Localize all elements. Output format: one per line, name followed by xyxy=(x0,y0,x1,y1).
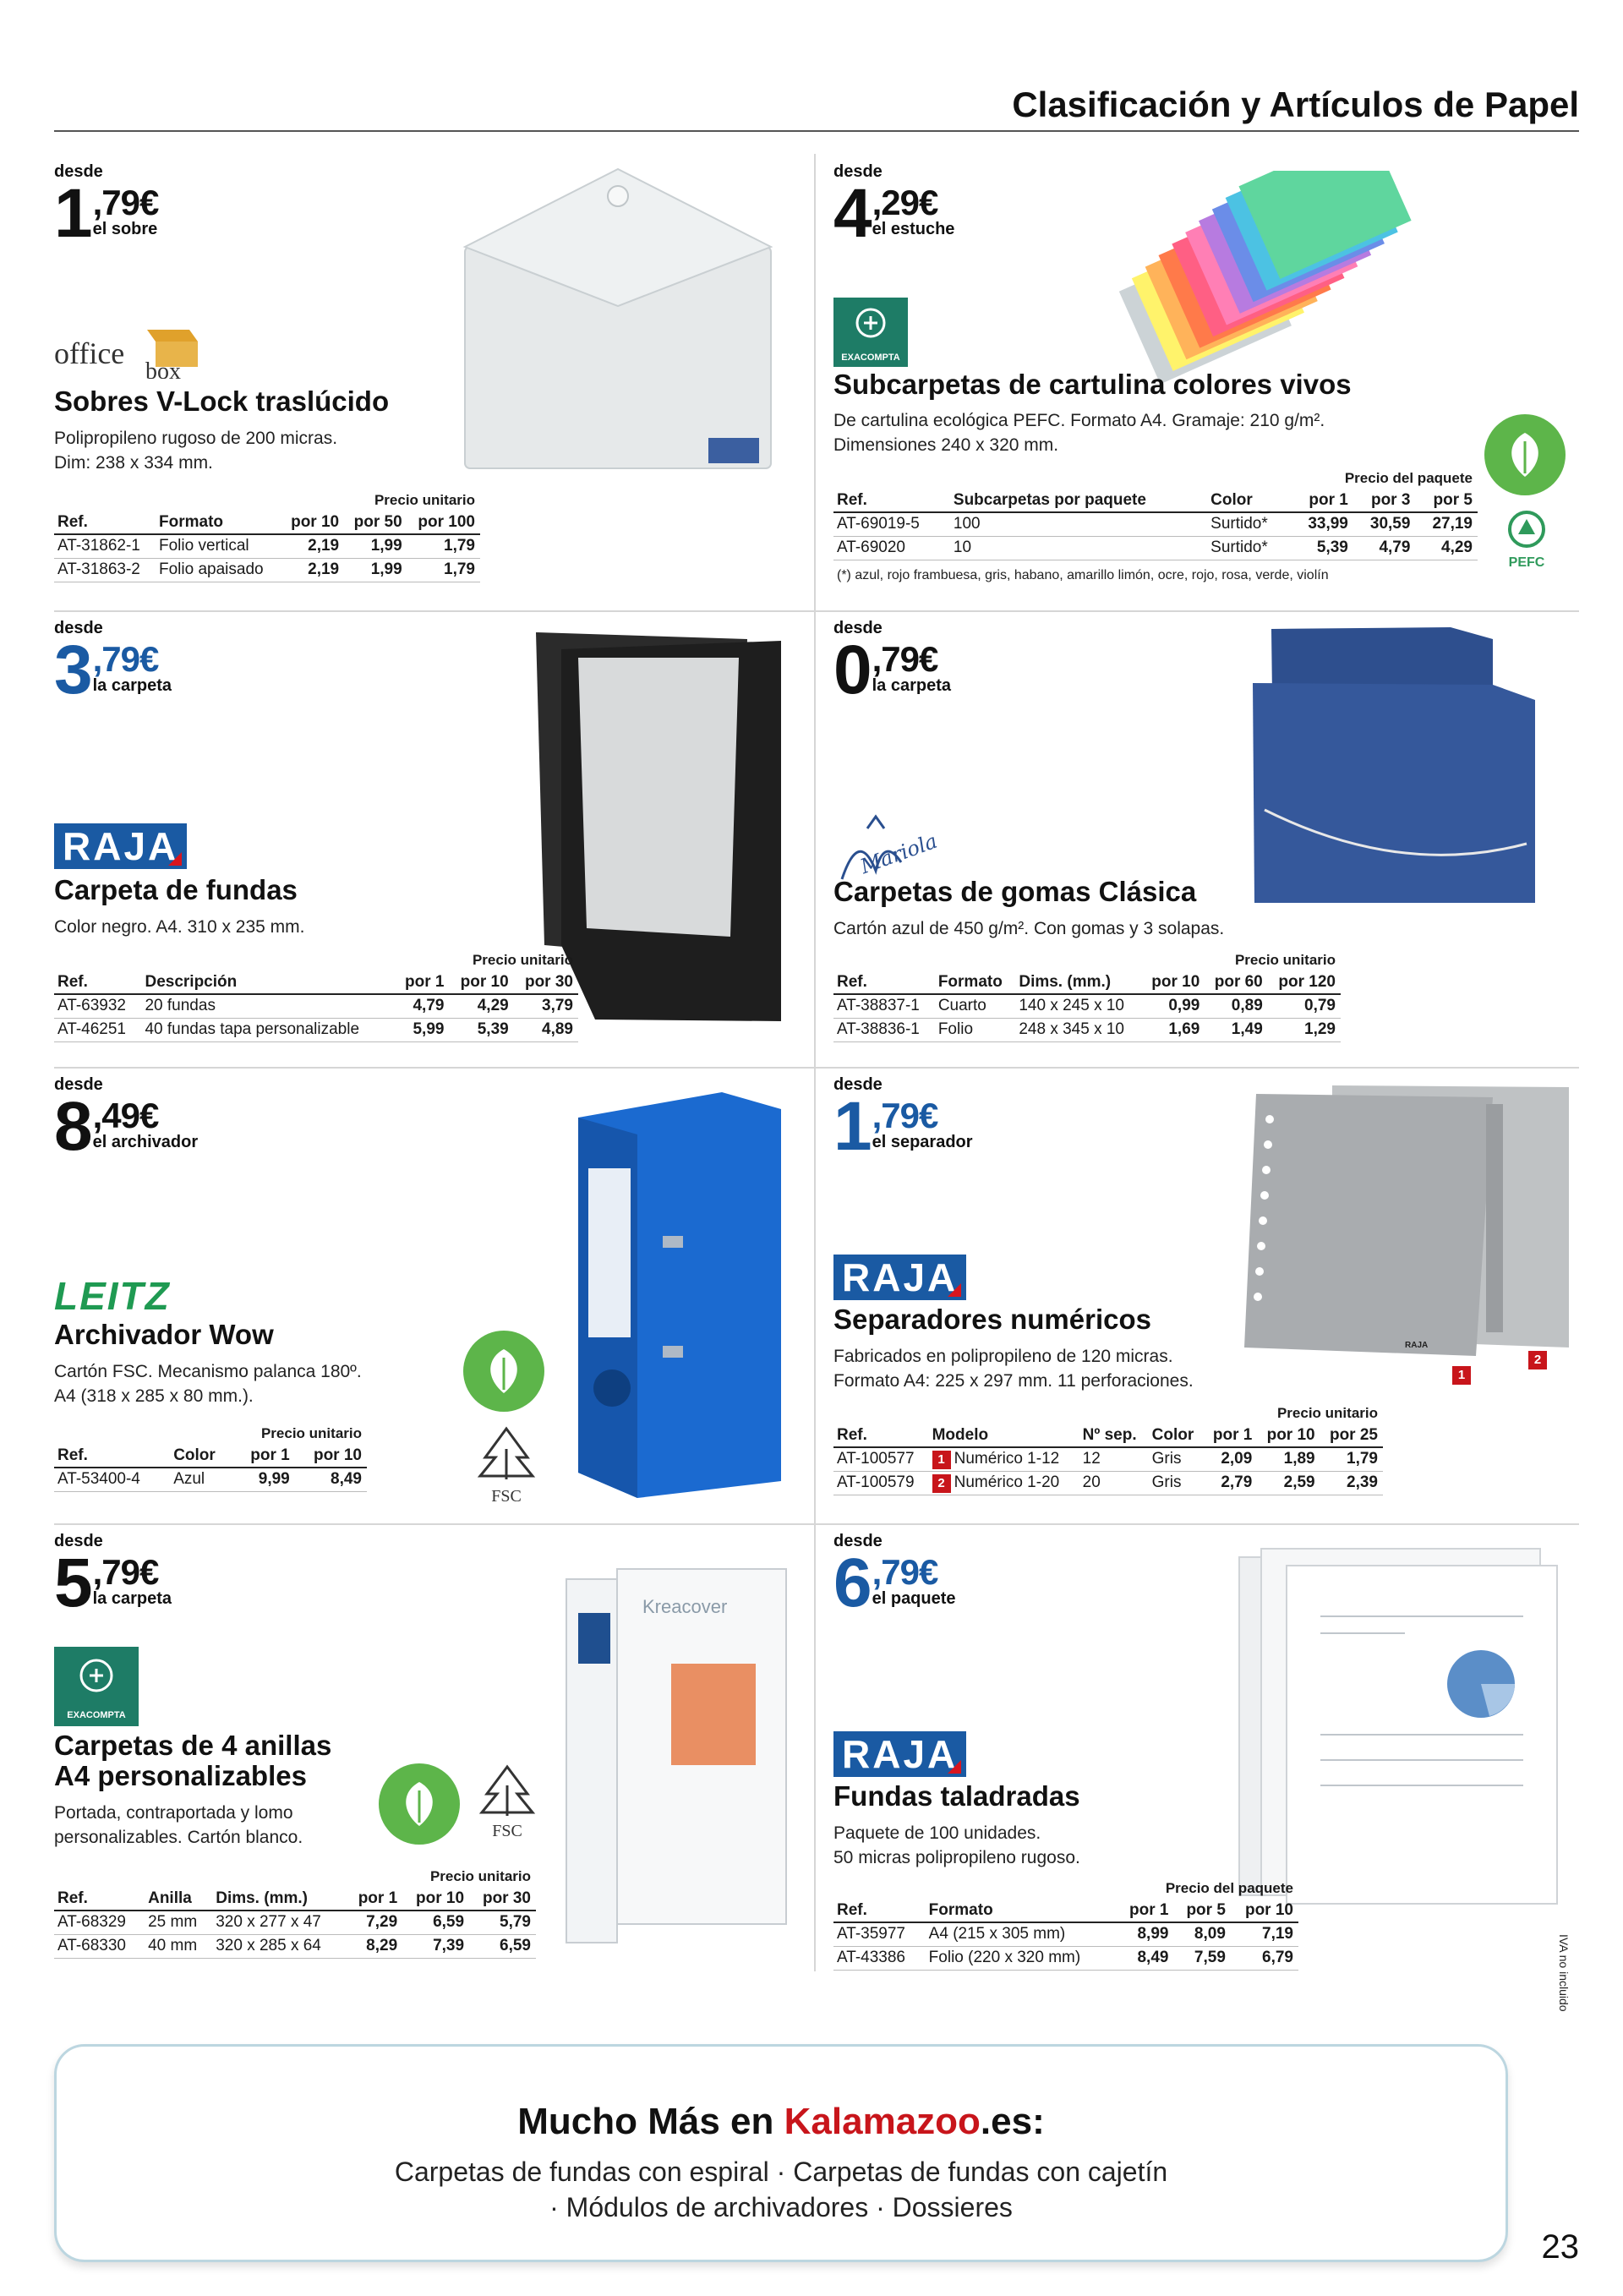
table-cell: 2,09 xyxy=(1205,1447,1258,1471)
table-cell: 27,19 xyxy=(1415,512,1478,536)
price-desde: desde xyxy=(833,619,883,637)
table-cell: 9,99 xyxy=(234,1468,295,1491)
table-header: por 1 xyxy=(1117,1899,1173,1922)
table-cell: 5,79 xyxy=(469,1911,536,1934)
table-cell: 8,09 xyxy=(1173,1922,1230,1946)
price-integer: 8 xyxy=(54,1088,91,1165)
table-cell: AT-69020 xyxy=(833,536,950,560)
table-cell: 1,29 xyxy=(1268,1018,1341,1041)
table-header: Color xyxy=(170,1444,234,1468)
table-header: Ref. xyxy=(54,511,156,534)
table-cell: 8,49 xyxy=(295,1468,367,1491)
pefc-logo-text: PEFC xyxy=(1508,555,1545,570)
table-row xyxy=(833,1922,1298,1946)
table-cell: 40 fundas tapa personalizable xyxy=(141,1018,395,1041)
price-desde: desde xyxy=(833,162,883,181)
product-desc-line: personalizables. Cartón blanco. xyxy=(54,1828,303,1847)
price-desde: desde xyxy=(54,1532,103,1550)
price-box xyxy=(54,1075,199,1165)
table-header: Dims. (mm.) xyxy=(1015,970,1142,994)
table-header: por 1 xyxy=(1291,489,1353,512)
eco-leaf-icon xyxy=(379,1763,460,1845)
table-header: Ref. xyxy=(833,1899,926,1922)
table-cell: AT-31862-1 xyxy=(54,534,156,558)
promo-title-post: .es: xyxy=(980,2101,1045,2142)
table-header: Ref. xyxy=(833,970,935,994)
price-unit: la carpeta xyxy=(872,676,951,695)
table-row xyxy=(54,1018,578,1041)
table-cell: A4 (215 x 305 mm) xyxy=(926,1922,1117,1946)
table-cell: 1,99 xyxy=(344,534,407,558)
promo-box[interactable] xyxy=(54,2044,1508,2262)
price-desde: desde xyxy=(54,619,103,637)
table-cell: AT-68330 xyxy=(54,1934,145,1958)
table-cell: 6,59 xyxy=(469,1934,536,1958)
table-cell: 248 x 345 x 10 xyxy=(1015,1018,1142,1041)
price-desde: desde xyxy=(833,1532,883,1550)
table-header: Dims. (mm.) xyxy=(212,1887,347,1911)
table-cell: AT-68329 xyxy=(54,1911,145,1934)
table-row xyxy=(54,534,480,558)
price-table xyxy=(833,1878,1298,1971)
promo-title-brand[interactable]: Kalamazoo xyxy=(784,2101,981,2142)
fsc-logo xyxy=(472,1762,543,1843)
badge-1: 1 xyxy=(1452,1366,1474,1385)
price-decimal: ,79€ xyxy=(92,639,159,679)
product-desc-line: Cartón azul de 450 g/m². Con gomas y 3 solapas. xyxy=(833,919,1225,938)
table-cell-text: Numérico 1-20 xyxy=(954,1473,1060,1491)
badge-2: 2 xyxy=(1528,1351,1550,1369)
table-header: Color xyxy=(1207,489,1291,512)
table-cell: AT-100577 xyxy=(833,1447,929,1471)
table-cell: 5,39 xyxy=(449,1018,513,1041)
table-header: por 10 xyxy=(449,970,513,994)
table-header: Ref. xyxy=(833,489,950,512)
table-cell: 4,79 xyxy=(395,994,449,1018)
product-title: Archivador Wow xyxy=(54,1319,274,1350)
table-cell: Surtido* xyxy=(1207,536,1291,560)
table-cell: 30,59 xyxy=(1353,512,1416,536)
exacompta-logo-text: EXACOMPTA xyxy=(841,353,900,363)
table-cell: Cuarto xyxy=(935,994,1016,1018)
colored-folders-image xyxy=(1079,171,1459,399)
price-integer: 0 xyxy=(833,631,871,708)
table-cell: 8,49 xyxy=(1117,1946,1173,1970)
page-number: 23 xyxy=(1541,2228,1579,2266)
table-cell: 1,49 xyxy=(1205,1018,1267,1041)
table-caption: Precio unitario xyxy=(429,1868,531,1884)
table-cell: 2,59 xyxy=(1257,1471,1320,1495)
table-cell: 5,39 xyxy=(1291,536,1353,560)
table-cell: 1,99 xyxy=(344,558,407,582)
table-cell: Surtido* xyxy=(1207,512,1291,536)
exacompta-logo xyxy=(833,298,908,367)
fsc-logo-text: FSC xyxy=(492,1822,522,1840)
table-cell: 25 mm xyxy=(145,1911,212,1934)
table-cell: 4,79 xyxy=(1353,536,1416,560)
price-box xyxy=(833,1075,973,1165)
table-header: Formato xyxy=(935,970,1016,994)
product-desc-line: Color negro. A4. 310 x 235 mm. xyxy=(54,917,305,937)
column-divider xyxy=(814,154,816,1971)
blue-folders-image xyxy=(1248,624,1552,911)
table-cell: 7,19 xyxy=(1231,1922,1298,1946)
page-title: Clasificación y Artículos de Papel xyxy=(1012,85,1579,124)
table-cell: 20 xyxy=(1079,1471,1149,1495)
table-caption: Precio unitario xyxy=(374,492,475,508)
raja-logo xyxy=(54,823,187,869)
product-title: Carpetas de 4 anillas xyxy=(54,1730,332,1761)
table-header: Formato xyxy=(926,1899,1117,1922)
kreacover-label: Kreacover xyxy=(642,1596,728,1617)
row-divider xyxy=(54,1523,1579,1525)
table-cell: Folio (220 x 320 mm) xyxy=(926,1946,1117,1970)
table-header: Descripción xyxy=(141,970,395,994)
table-header: por 60 xyxy=(1205,970,1267,994)
table-header: por 30 xyxy=(514,970,578,994)
table-cell: 2,39 xyxy=(1320,1471,1383,1495)
table-cell: Gris xyxy=(1149,1471,1205,1495)
table-row xyxy=(833,994,1341,1018)
product-card-carpetas-gomas xyxy=(833,619,1577,1067)
table-header: por 10 xyxy=(402,1887,469,1911)
product-card-carpetas-4-anillas xyxy=(54,1532,798,1980)
product-title-line-2: A4 personalizables xyxy=(54,1760,307,1791)
product-card-archivador-wow xyxy=(54,1075,798,1523)
product-card-fundas-taladradas xyxy=(833,1532,1577,1980)
price-unit: el archivador xyxy=(92,1133,199,1151)
price-decimal: ,49€ xyxy=(92,1096,159,1135)
product-desc-line: Portada, contraportada y lomo xyxy=(54,1803,293,1823)
table-caption: Precio unitario xyxy=(472,952,573,968)
table-header: por 10 xyxy=(281,511,345,534)
product-desc-line: A4 (318 x 285 x 80 mm.). xyxy=(54,1386,254,1406)
table-cell: 20 fundas xyxy=(141,994,395,1018)
price-unit: el sobre xyxy=(92,220,158,238)
table-cell: 320 x 285 x 64 xyxy=(212,1934,347,1958)
table-row xyxy=(54,1468,367,1491)
row-divider xyxy=(54,610,1579,612)
leitz-logo: LEITZ xyxy=(54,1274,171,1318)
price-table xyxy=(54,1867,536,1959)
price-integer: 5 xyxy=(54,1544,91,1621)
pefc-logo xyxy=(1493,509,1560,568)
table-caption: Precio del paquete xyxy=(1165,1880,1293,1896)
price-unit: la carpeta xyxy=(92,676,172,695)
table-cell: 33,99 xyxy=(1291,512,1353,536)
price-table xyxy=(833,1403,1383,1495)
table-cell: 12 xyxy=(1079,1447,1149,1471)
table-cell: 6,59 xyxy=(402,1911,469,1934)
table-caption: Precio unitario xyxy=(260,1425,362,1441)
price-box xyxy=(833,162,955,252)
product-desc-line: Dimensiones 240 x 320 mm. xyxy=(833,435,1059,455)
product-card-subcarpetas xyxy=(833,162,1577,610)
product-desc-line: Dim: 238 x 334 mm. xyxy=(54,453,213,473)
blue-lever-arch-file-image xyxy=(570,1084,790,1506)
product-desc-line: De cartulina ecológica PEFC. Formato A4. Gramaje: 210 g/m². xyxy=(833,411,1325,430)
product-desc-line: Fabricados en polipropileno de 120 micras. xyxy=(833,1347,1173,1366)
promo-line: Carpetas de fundas con espiral · Carpetas de fundas con cajetín xyxy=(394,2157,1168,2187)
table-row xyxy=(833,1946,1298,1970)
table-row xyxy=(833,1018,1341,1041)
table-header: Formato xyxy=(156,511,281,534)
punched-sleeves-image xyxy=(1236,1540,1566,1912)
table-header: Subcarpetas por paquete xyxy=(950,489,1207,512)
table-row xyxy=(54,1911,536,1934)
table-cell: 1,89 xyxy=(1257,1447,1320,1471)
table-cell: 100 xyxy=(950,512,1207,536)
table-cell: 0,99 xyxy=(1142,994,1205,1018)
promo-title xyxy=(57,2101,1506,2143)
table-cell: 1,79 xyxy=(407,534,480,558)
price-integer: 6 xyxy=(833,1544,871,1621)
exacompta-logo-text: EXACOMPTA xyxy=(67,1710,126,1720)
product-desc-line: Polipropileno rugoso de 200 micras. xyxy=(54,429,338,448)
table-header: por 1 xyxy=(347,1887,402,1911)
table-row xyxy=(54,994,578,1018)
product-desc-line: Cartón FSC. Mecanismo palanca 180º. xyxy=(54,1362,362,1381)
product-desc-line: 50 micras polipropileno rugoso. xyxy=(833,1848,1080,1867)
table-cell: 7,29 xyxy=(347,1911,402,1934)
product-title: Carpeta de fundas xyxy=(54,874,298,905)
table-cell: Folio apaisado xyxy=(156,558,281,582)
table-cell: AT-100579 xyxy=(833,1471,929,1495)
price-integer: 3 xyxy=(54,631,91,708)
table-header: por 1 xyxy=(395,970,449,994)
table-cell: 3,79 xyxy=(514,994,578,1018)
table-cell: AT-46251 xyxy=(54,1018,141,1041)
table-cell: AT-38836-1 xyxy=(833,1018,935,1041)
table-header: por 10 xyxy=(1257,1424,1320,1447)
price-desde: desde xyxy=(833,1075,883,1094)
table-header: Ref. xyxy=(54,1887,145,1911)
table-caption: Precio del paquete xyxy=(1344,470,1473,486)
number-dividers-image xyxy=(1239,1085,1577,1364)
svg-text:office: office xyxy=(54,336,125,370)
product-desc-line: Formato A4: 225 x 297 mm. 11 perforaciones. xyxy=(833,1371,1194,1391)
table-cell: 40 mm xyxy=(145,1934,212,1958)
table-cell: Folio vertical xyxy=(156,534,281,558)
table-cell: 5,99 xyxy=(395,1018,449,1041)
table-cell: 0,89 xyxy=(1205,994,1267,1018)
table-header: por 10 xyxy=(1142,970,1205,994)
price-decimal: ,79€ xyxy=(872,1552,938,1592)
raja-logo-text: RAJA xyxy=(63,824,179,868)
product-desc-line: Paquete de 100 unidades. xyxy=(833,1823,1041,1843)
table-header: por 25 xyxy=(1320,1424,1383,1447)
price-box xyxy=(54,619,172,708)
table-cell: Azul xyxy=(170,1468,234,1491)
table-cell: Gris xyxy=(1149,1447,1205,1471)
white-ring-binder-image xyxy=(561,1562,798,1951)
table-header: Ref. xyxy=(54,1444,170,1468)
divider-raja-label: RAJA xyxy=(1405,1341,1429,1350)
table-header: por 50 xyxy=(344,511,407,534)
table-header: por 100 xyxy=(407,511,480,534)
table-cell: 1,69 xyxy=(1142,1018,1205,1041)
price-box xyxy=(833,619,951,708)
promo-title-pre: Mucho Más en xyxy=(517,2101,784,2142)
table-cell: 0,79 xyxy=(1268,994,1341,1018)
table-cell: 4,29 xyxy=(1415,536,1478,560)
fsc-logo xyxy=(468,1424,544,1508)
envelope-image xyxy=(458,162,788,473)
table-cell: 320 x 277 x 47 xyxy=(212,1911,347,1934)
table-header: Ref. xyxy=(833,1424,929,1447)
iva-note: IVA no incluido xyxy=(1557,1934,1571,2012)
table-header: por 1 xyxy=(234,1444,295,1468)
table-row xyxy=(833,512,1478,536)
table-cell: 2,79 xyxy=(1205,1471,1258,1495)
eco-leaf-icon xyxy=(1484,414,1566,495)
page-header xyxy=(54,81,1579,132)
table-header: por 5 xyxy=(1173,1899,1230,1922)
table-header: Modelo xyxy=(929,1424,1079,1447)
price-box xyxy=(54,1532,172,1621)
price-table xyxy=(54,950,578,1042)
table-header: por 10 xyxy=(1231,1899,1298,1922)
price-table xyxy=(833,950,1341,1042)
mariola-logo-text: Mariola xyxy=(857,828,941,879)
price-unit: el paquete xyxy=(872,1589,956,1608)
price-integer: 4 xyxy=(833,175,871,252)
table-header: por 5 xyxy=(1415,489,1478,512)
table-header: por 120 xyxy=(1268,970,1341,994)
table-row xyxy=(54,1934,536,1958)
price-decimal: ,79€ xyxy=(92,1552,159,1592)
table-cell: 7,39 xyxy=(402,1934,469,1958)
table-cell: 8,99 xyxy=(1117,1922,1173,1946)
product-title: Subcarpetas de cartulina colores vivos xyxy=(833,369,1352,400)
table-row xyxy=(833,1471,1383,1495)
price-table xyxy=(833,468,1478,560)
price-table xyxy=(54,490,480,582)
table-row xyxy=(833,1447,1383,1471)
price-unit: el separador xyxy=(872,1133,973,1151)
table-header: Color xyxy=(1149,1424,1205,1447)
table-cell: 2,19 xyxy=(281,558,345,582)
price-decimal: ,79€ xyxy=(92,183,159,222)
table-cell: AT-38837-1 xyxy=(833,994,935,1018)
product-card-sobres-vlock xyxy=(54,162,798,610)
price-desde: desde xyxy=(54,1075,103,1094)
table-header: por 10 xyxy=(295,1444,367,1468)
table-cell: 2,19 xyxy=(281,534,345,558)
svg-text:box: box xyxy=(145,358,181,379)
table-cell: 4,89 xyxy=(514,1018,578,1041)
price-box xyxy=(833,1532,956,1621)
row-divider xyxy=(54,1067,1579,1069)
table-cell: 4,29 xyxy=(449,994,513,1018)
table-cell: 7,59 xyxy=(1173,1946,1230,1970)
table-header: por 30 xyxy=(469,1887,536,1911)
fsc-logo-text: FSC xyxy=(491,1487,522,1506)
table-cell: AT-31863-2 xyxy=(54,558,156,582)
table-cell: AT-53400-4 xyxy=(54,1468,170,1491)
table-cell: 1,79 xyxy=(1320,1447,1383,1471)
table-cell xyxy=(929,1471,1079,1495)
table-cell: Folio xyxy=(935,1018,1016,1041)
price-integer: 1 xyxy=(54,175,91,252)
price-box xyxy=(54,162,159,252)
table-header: Anilla xyxy=(145,1887,212,1911)
raja-logo-text: RAJA xyxy=(842,1255,959,1299)
table-row xyxy=(54,558,480,582)
table-cell: AT-35977 xyxy=(833,1922,926,1946)
product-card-carpeta-fundas xyxy=(54,619,798,1067)
table-cell xyxy=(929,1447,1079,1471)
price-decimal: ,79€ xyxy=(872,639,938,679)
product-title: Sobres V-Lock traslúcido xyxy=(54,385,390,417)
promo-line: · Módulos de archivadores · Dossieres xyxy=(549,2192,1013,2222)
row-badge: 1 xyxy=(932,1451,951,1469)
eco-leaf-icon xyxy=(463,1331,544,1412)
table-cell: 140 x 245 x 10 xyxy=(1015,994,1142,1018)
raja-logo xyxy=(833,1255,966,1300)
raja-logo-text: RAJA xyxy=(842,1732,959,1776)
table-cell: AT-43386 xyxy=(833,1946,926,1970)
price-unit: el estuche xyxy=(872,220,955,238)
price-decimal: ,79€ xyxy=(872,1096,938,1135)
table-cell: 10 xyxy=(950,536,1207,560)
price-decimal: ,29€ xyxy=(872,183,938,222)
table-row xyxy=(833,536,1478,560)
officebox-logo xyxy=(54,325,206,379)
row-badge: 2 xyxy=(932,1474,951,1493)
table-footnote: (*) azul, rojo frambuesa, gris, habano, amarillo limón, ocre, rojo, rosa, verde, violín xyxy=(837,568,1329,582)
table-header: Nº sep. xyxy=(1079,1424,1149,1447)
table-cell: 6,79 xyxy=(1231,1946,1298,1970)
price-integer: 1 xyxy=(833,1088,871,1165)
table-cell: AT-63932 xyxy=(54,994,141,1018)
price-desde: desde xyxy=(54,162,103,181)
table-cell: 1,79 xyxy=(407,558,480,582)
product-card-separadores xyxy=(833,1075,1577,1523)
product-title: Separadores numéricos xyxy=(833,1304,1151,1335)
price-unit: la carpeta xyxy=(92,1589,172,1608)
product-title: Carpetas de gomas Clásica xyxy=(833,876,1197,907)
table-header: por 3 xyxy=(1353,489,1416,512)
table-header: Ref. xyxy=(54,970,141,994)
product-title: Fundas taladradas xyxy=(833,1780,1080,1812)
table-header: por 1 xyxy=(1205,1424,1258,1447)
table-cell: 8,29 xyxy=(347,1934,402,1958)
table-caption: Precio unitario xyxy=(1234,952,1336,968)
exacompta-logo xyxy=(54,1647,139,1726)
raja-logo xyxy=(833,1731,966,1777)
table-caption: Precio unitario xyxy=(1276,1405,1378,1421)
price-table xyxy=(54,1424,367,1492)
table-cell: AT-69019-5 xyxy=(833,512,950,536)
table-cell-text: Numérico 1-12 xyxy=(954,1449,1060,1468)
